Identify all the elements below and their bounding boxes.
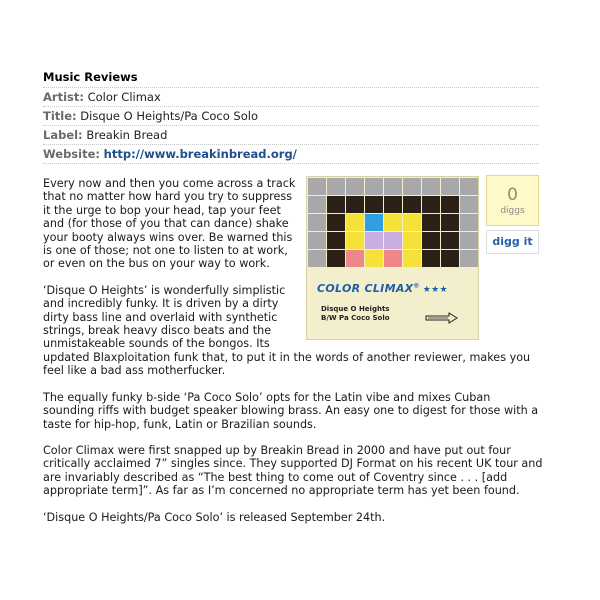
digg-it-button[interactable]: digg it [486,230,539,254]
meta-artist-value: Color Climax [87,90,161,104]
paragraph-2: ‘Disque O Heights’ is wonderfully simplistic and incredibly funky. It is driven by a dirty dirty bass line and overlaid with synthetic strings, break heavy disco beats and the unmistakeable sounds of the bongos. Its updated Blaxploitation funk that, to put it in the words of another reviewer, makes you feel like a bad ass motherfucker. [43,283,531,378]
album-title-text: COLOR CLIMAX [317,282,414,295]
meta-title-key: Title: [43,109,77,123]
album-b-side: B/W Pa Coco Solo [321,314,390,322]
meta-website [43,144,539,164]
registered-mark: ® [413,282,420,290]
meta-title-value: Disque O Heights/Pa Coco Solo [80,109,258,123]
album-float-spacer [301,177,543,345]
section-title: Music Reviews [43,70,138,84]
paragraph-1: Every now and then you come across a track that no matter how hard you try to suppress it the urge to bop your head, tap your feet and (for those of you that can dance) shake your booty always wins over. Be warned this is one of those; not one to listen to at work, or even on the bus on your way to work. [43,177,296,271]
album-stars: ★★★ [422,285,448,295]
review-body [43,177,543,537]
meta-label [43,125,539,144]
paragraph-4: Color Climax were first snapped up by Breakin Bread in 2000 and have put out four critically acclaimed 7” singles since. They supported DJ Format on his recent UK tour and are invariably described as “The best thing to come out of Coventry since . . . [add appropriate term]”. As far as I’m concerned no appropriate term has yet been found. [43,443,543,498]
meta-artist-key: Artist: [43,90,84,104]
paragraph-3: The equally funky b-side ‘Pa Coco Solo’ opts for the Latin vibe and mixes Cuban sounding riffs with budget speaker blowing brass. An easy one to digest for those with a taste for hip-hop, funk, Latin or Brazilian sounds. [43,390,539,431]
meta-title [43,106,539,125]
meta-website-key: Website: [43,147,100,161]
website-link[interactable]: http://www.breakinbread.org/ [103,147,297,161]
meta-label-value: Breakin Bread [86,128,168,142]
meta-label-key: Label: [43,128,83,142]
review-header [43,70,539,164]
album-a-side: Disque O Heights [321,305,390,313]
digg-count-label: diggs [500,206,525,216]
meta-artist [43,87,539,106]
paragraph-5: ‘Disque O Heights/Pa Coco Solo’ is released September 24th. [43,510,386,524]
digg-count: 0 [507,185,518,205]
